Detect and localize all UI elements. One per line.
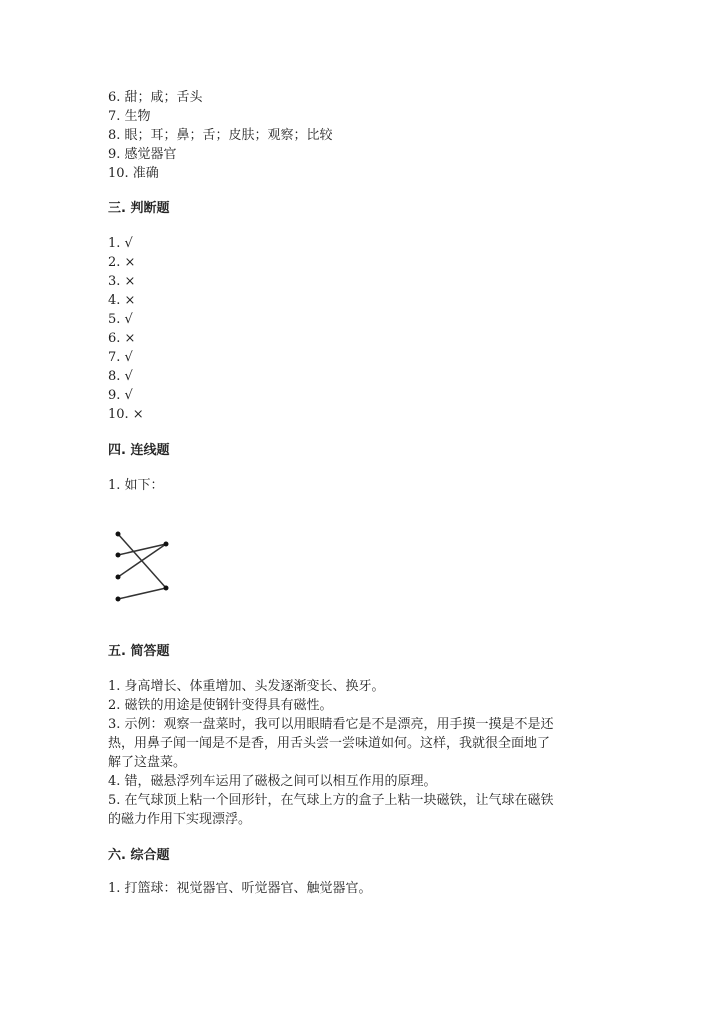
connection-line	[118, 588, 166, 599]
section-heading: 六. 综合题	[108, 848, 170, 863]
right-dot	[164, 586, 169, 591]
answer-line: 1. 身高增长、体重增加、头发逐渐变长、换牙。	[108, 679, 385, 694]
answer-line: 6. 甜；咸；舌头	[108, 90, 203, 105]
answer-line: 5. 在气球顶上粘一个回形针，在气球上方的盒子上粘一块磁铁，让气球在磁铁	[108, 793, 554, 808]
answer-line: 的磁力作用下实现漂浮。	[108, 812, 252, 827]
answer-line: 4. 错，磁悬浮列车运用了磁极之间可以相互作用的原理。	[108, 774, 437, 789]
answer-line: 10. 准确	[108, 166, 159, 181]
section-heading: 四. 连线题	[108, 443, 170, 458]
answer-line: 7. 生物	[108, 109, 151, 124]
answer-line: 2. 磁铁的用途是使钢针变得具有磁性。	[108, 698, 333, 713]
left-dot	[116, 575, 121, 580]
answer-line: 9. 感觉器官	[108, 147, 177, 162]
section-heading: 五. 简答题	[108, 644, 170, 659]
answer-line: 8. 眼；耳；鼻；舌；皮肤；观察；比较	[108, 128, 333, 143]
answer-line: 1. 如下：	[108, 478, 164, 493]
answer-line: 1. 打篮球：视觉器官、听觉器官、触觉器官。	[108, 881, 372, 896]
left-dot	[116, 532, 121, 537]
answer-line: 4. ×	[108, 293, 136, 308]
answer-line: 3. 示例：观察一盘菜时，我可以用眼睛看它是不是漂亮，用手摸一摸是不是还	[108, 717, 554, 732]
answer-line: 8. √	[108, 369, 133, 384]
right-dot	[164, 542, 169, 547]
answer-line: 6. ×	[108, 331, 136, 346]
answer-line: 3. ×	[108, 274, 136, 289]
answer-line: 1. √	[108, 236, 133, 251]
answer-line: 2. ×	[108, 255, 136, 270]
section-heading: 三. 判断题	[108, 201, 170, 216]
answer-line: 9. √	[108, 388, 133, 403]
answer-line: 5. √	[108, 312, 133, 327]
answer-line: 热，用鼻子闻一闻是不是香，用舌头尝一尝味道如何。这样，我就很全面地了	[108, 736, 551, 751]
left-dot	[116, 553, 121, 558]
left-dot	[116, 597, 121, 602]
answer-line: 7. √	[108, 350, 133, 365]
answer-line: 解了这盘菜。	[108, 755, 187, 770]
answer-line: 10. ×	[108, 407, 144, 422]
